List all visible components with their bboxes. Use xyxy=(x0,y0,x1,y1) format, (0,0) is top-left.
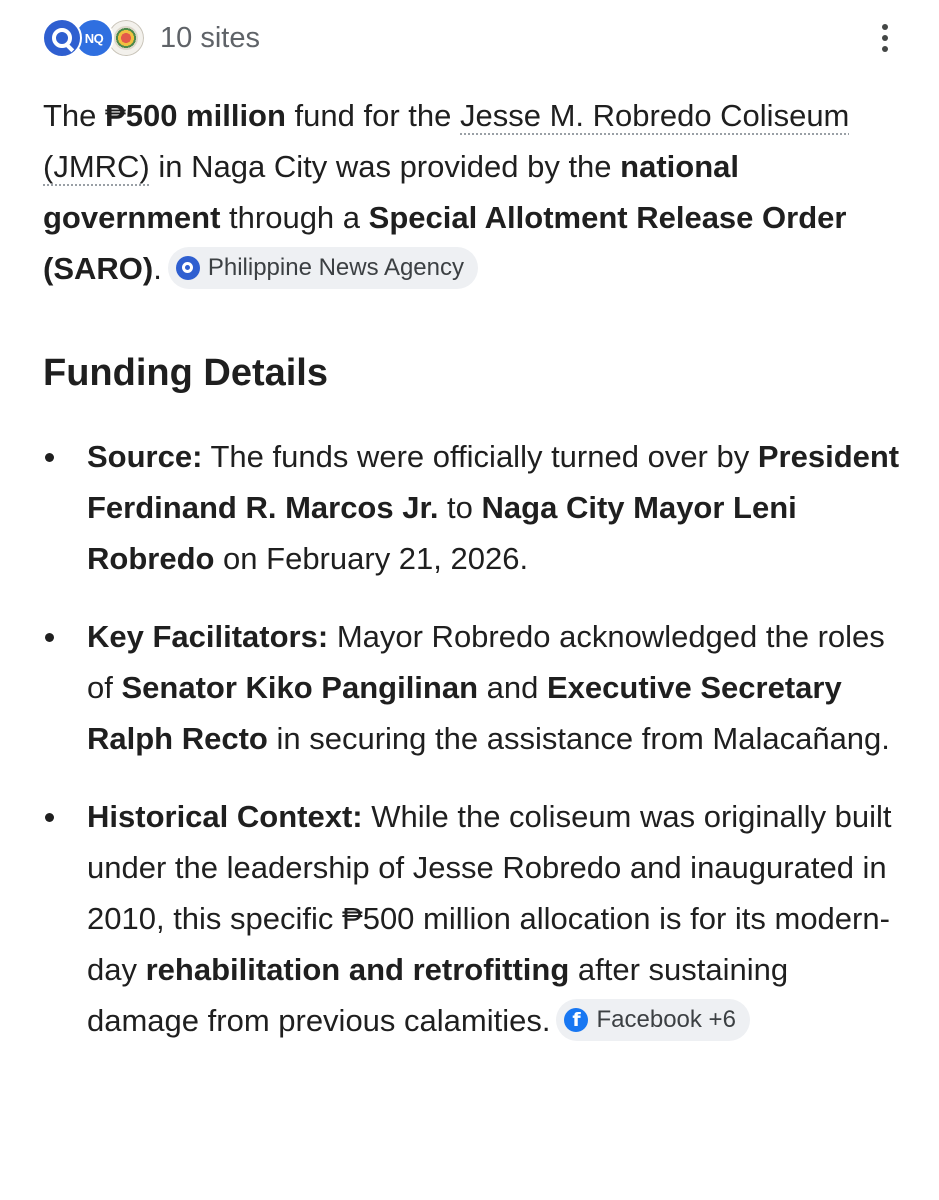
section-title: Funding Details xyxy=(43,352,328,394)
coliseum-link[interactable]: Jesse M. Robredo Coliseum (JMRC) xyxy=(43,98,850,184)
sites-count[interactable]: 10 sites xyxy=(160,21,260,54)
source-favicons[interactable] xyxy=(42,14,146,62)
list-item-historical: Historical Context: While the coliseum was originally built under the leadership of Jesse Robredo and inaugurated in 2010, this specific ₱500 million allocation is for its modern-day rehabilitation and retrofitting after sustaining damage from previous calamities. f Facebook +6 xyxy=(43,791,903,1046)
gov-bold: national government xyxy=(43,149,739,235)
pna-logo-icon xyxy=(42,18,82,58)
source-chip-label: Facebook +6 xyxy=(596,1005,736,1033)
saro-bold: Special Allotment Release Order (SARO) xyxy=(43,200,847,286)
more-options-button[interactable] xyxy=(871,18,899,58)
facebook-icon: f xyxy=(564,1008,588,1032)
nq-logo-text: NQ xyxy=(84,30,104,46)
source-chip-pna[interactable] xyxy=(168,247,478,289)
list-item-facilitators: Key Facilitators: Mayor Robredo acknowledged the roles of Senator Kiko Pangilinan and Executive Secretary Ralph Recto in securing the assistance from Malacañang. xyxy=(43,611,903,764)
fund-amount: ₱500 million xyxy=(105,98,286,133)
answer-content xyxy=(43,90,903,1038)
source-chip-label: Philippine News Agency xyxy=(207,253,464,281)
intro-paragraph: The ₱500 million fund for the Jesse M. Robredo Coliseum (JMRC) in Naga City was provided by the national government through a Special Allotment Release Order (SARO). Philippine News Agency xyxy=(43,90,903,294)
list-item-source: Source: The funds were officially turned over by President Ferdinand R. Marcos Jr. to Naga City Mayor Leni Robredo on February 21, 2026. xyxy=(43,431,903,584)
source-chip-facebook[interactable] xyxy=(556,999,749,1041)
sources-header xyxy=(42,14,899,62)
more-vert-icon xyxy=(882,24,888,30)
pna-icon xyxy=(176,256,200,280)
funding-details-list xyxy=(43,431,903,1073)
